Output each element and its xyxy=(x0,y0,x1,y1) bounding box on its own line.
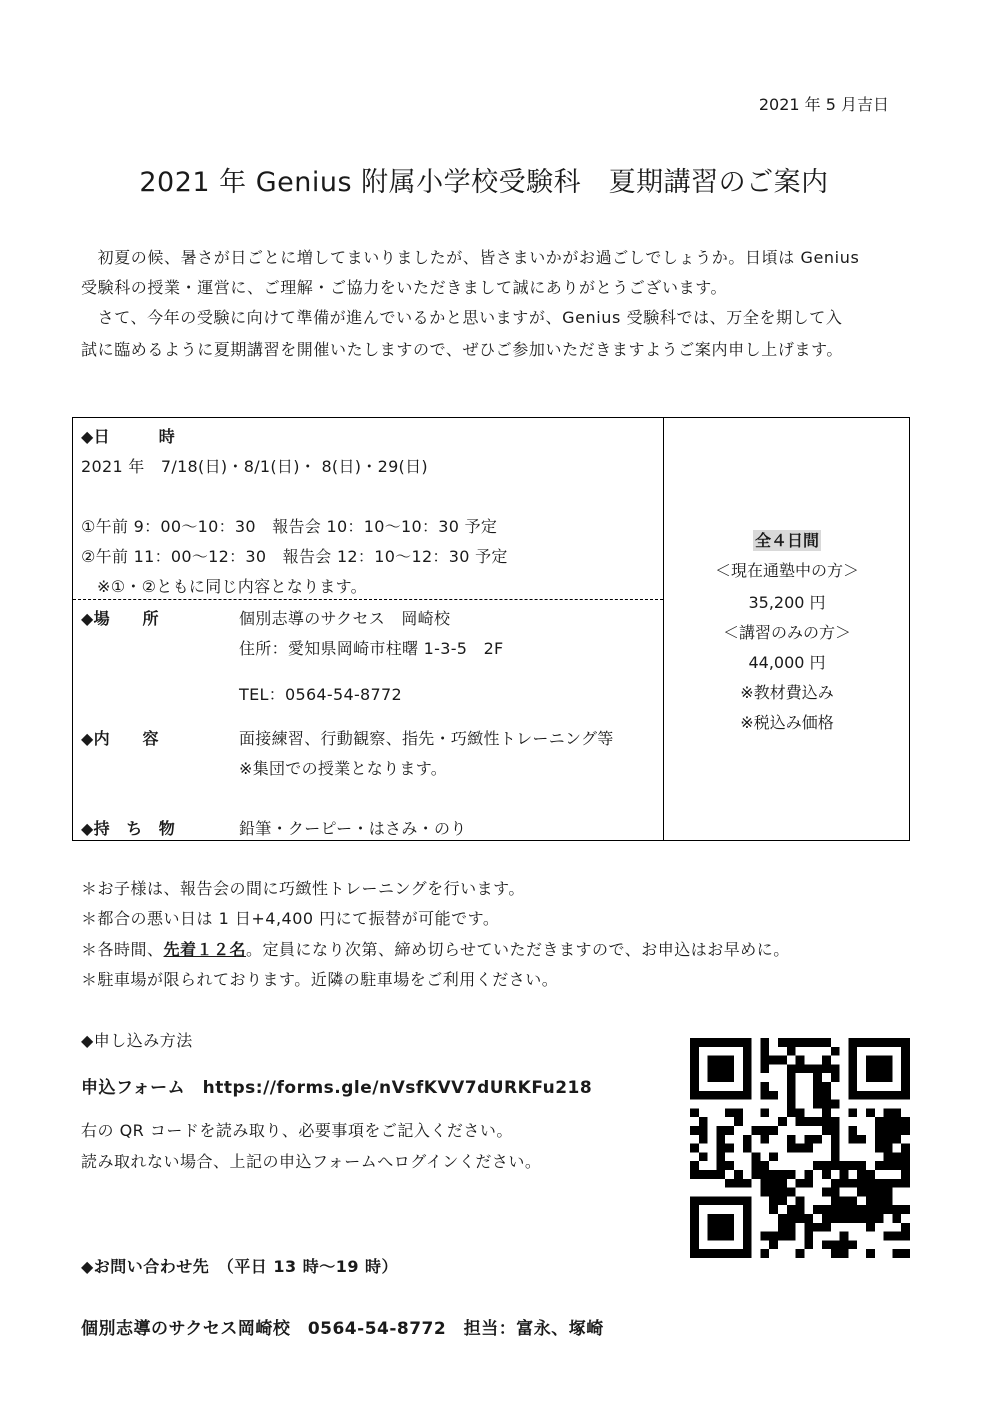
intro-line-4: 試に臨めるように夏期講習を開催いたしますので、ぜひご参加いただきますようご案内申し上げます。 xyxy=(81,340,844,359)
content-text: 面接練習、行動観察、指先・巧緻性トレーニング等 xyxy=(239,729,614,748)
price-current-label: ＜現在通塾中の方＞ xyxy=(714,561,859,580)
schedule-slot-2: ②午前 11：00〜12：30 報告会 12：10〜12：30 予定 xyxy=(81,547,508,566)
total-days: 全４日間 xyxy=(754,531,819,550)
issue-date: 2021 年 5 月吉日 xyxy=(758,95,889,114)
contact-heading: ◆お問い合わせ先 （平日 13 時〜19 時） xyxy=(81,1257,399,1276)
apply-form-link[interactable]: 申込フォーム https://forms.gle/nVsfKVV7dURKFu218 xyxy=(81,1078,593,1098)
apply-line-1: 右の QR コードを読み取り、必要事項をご記入ください。 xyxy=(81,1121,513,1140)
note-1: ＊お子様は、報告会の間に巧緻性トレーニングを行います。 xyxy=(81,879,525,898)
content-label: ◆内 容 xyxy=(81,729,159,748)
contact-detail: 個別志導のサクセス岡崎校 0564-54-8772 担当：富永、塚崎 xyxy=(81,1319,604,1339)
intro-line-1: 初夏の候、暑さが日ごとに増してまいりましたが、皆さまいかがお過ごしでしょうか。日頃は Genius xyxy=(81,248,860,267)
apply-heading: ◆申し込み方法 xyxy=(81,1031,193,1050)
price-course: 44,000 円 xyxy=(748,653,826,672)
schedule-note: ※①・②ともに同じ内容となります。 xyxy=(97,577,367,596)
schedule-label: ◆日 時 xyxy=(81,427,176,446)
note-4: ＊駐車場が限られております。近隣の駐車場をご利用ください。 xyxy=(81,970,559,989)
place-name: 個別志導のサクセス 岡崎校 xyxy=(239,609,451,628)
price-current: 35,200 円 xyxy=(748,593,826,612)
belongings-label: ◆持 ち 物 xyxy=(81,819,176,838)
schedule-dates: 2021 年 7/18(日)・8/1(日)・ 8(日)・29(日) xyxy=(81,457,428,476)
place-label: ◆場 所 xyxy=(81,609,159,628)
place-address: 住所：愛知県岡崎市柱曙 1-3-5 2F xyxy=(239,639,504,658)
page-title: 2021 年 Genius 附属小学校受験科 夏期講習のご案内 xyxy=(139,167,829,198)
content-note: ※集団での授業となります。 xyxy=(239,759,448,778)
note-3-capacity: 先着１２名 xyxy=(163,940,247,959)
note-2: ＊都合の悪い日は 1 日+4,400 円にて振替が可能です。 xyxy=(81,909,500,928)
apply-line-2: 読み取れない場合、上記の申込フォームへログインください。 xyxy=(81,1152,542,1171)
note-3 xyxy=(81,937,790,960)
place-tel: TEL：0564-54-8772 xyxy=(239,685,402,704)
price-note-materials: ※教材費込み xyxy=(740,683,834,702)
price-course-label: ＜講習のみの方＞ xyxy=(722,623,851,642)
schedule-slot-1: ①午前 9：00〜10：30 報告会 10：10〜10：30 予定 xyxy=(81,517,498,536)
note-3-post: 。定員になり次第、締め切らせていただきますので、お申込はお早めに。 xyxy=(246,940,790,959)
intro-line-2: 受験科の授業・運営に、ご理解・ご協力をいただきまして誠にありがとうございます。 xyxy=(81,278,728,297)
intro-line-3: さて、今年の受験に向けて準備が進んでいるかと思いますが、Genius 受験科では、万全を期して入 xyxy=(81,308,843,327)
belongings-text: 鉛筆・クーピー・はさみ・のり xyxy=(239,819,467,838)
note-3-pre: ＊各時間、 xyxy=(81,940,164,959)
course-info-table xyxy=(72,417,910,841)
qr-code-icon[interactable] xyxy=(690,1038,910,1258)
table-divider-dashed xyxy=(73,599,663,600)
price-note-tax: ※税込み価格 xyxy=(740,713,834,732)
